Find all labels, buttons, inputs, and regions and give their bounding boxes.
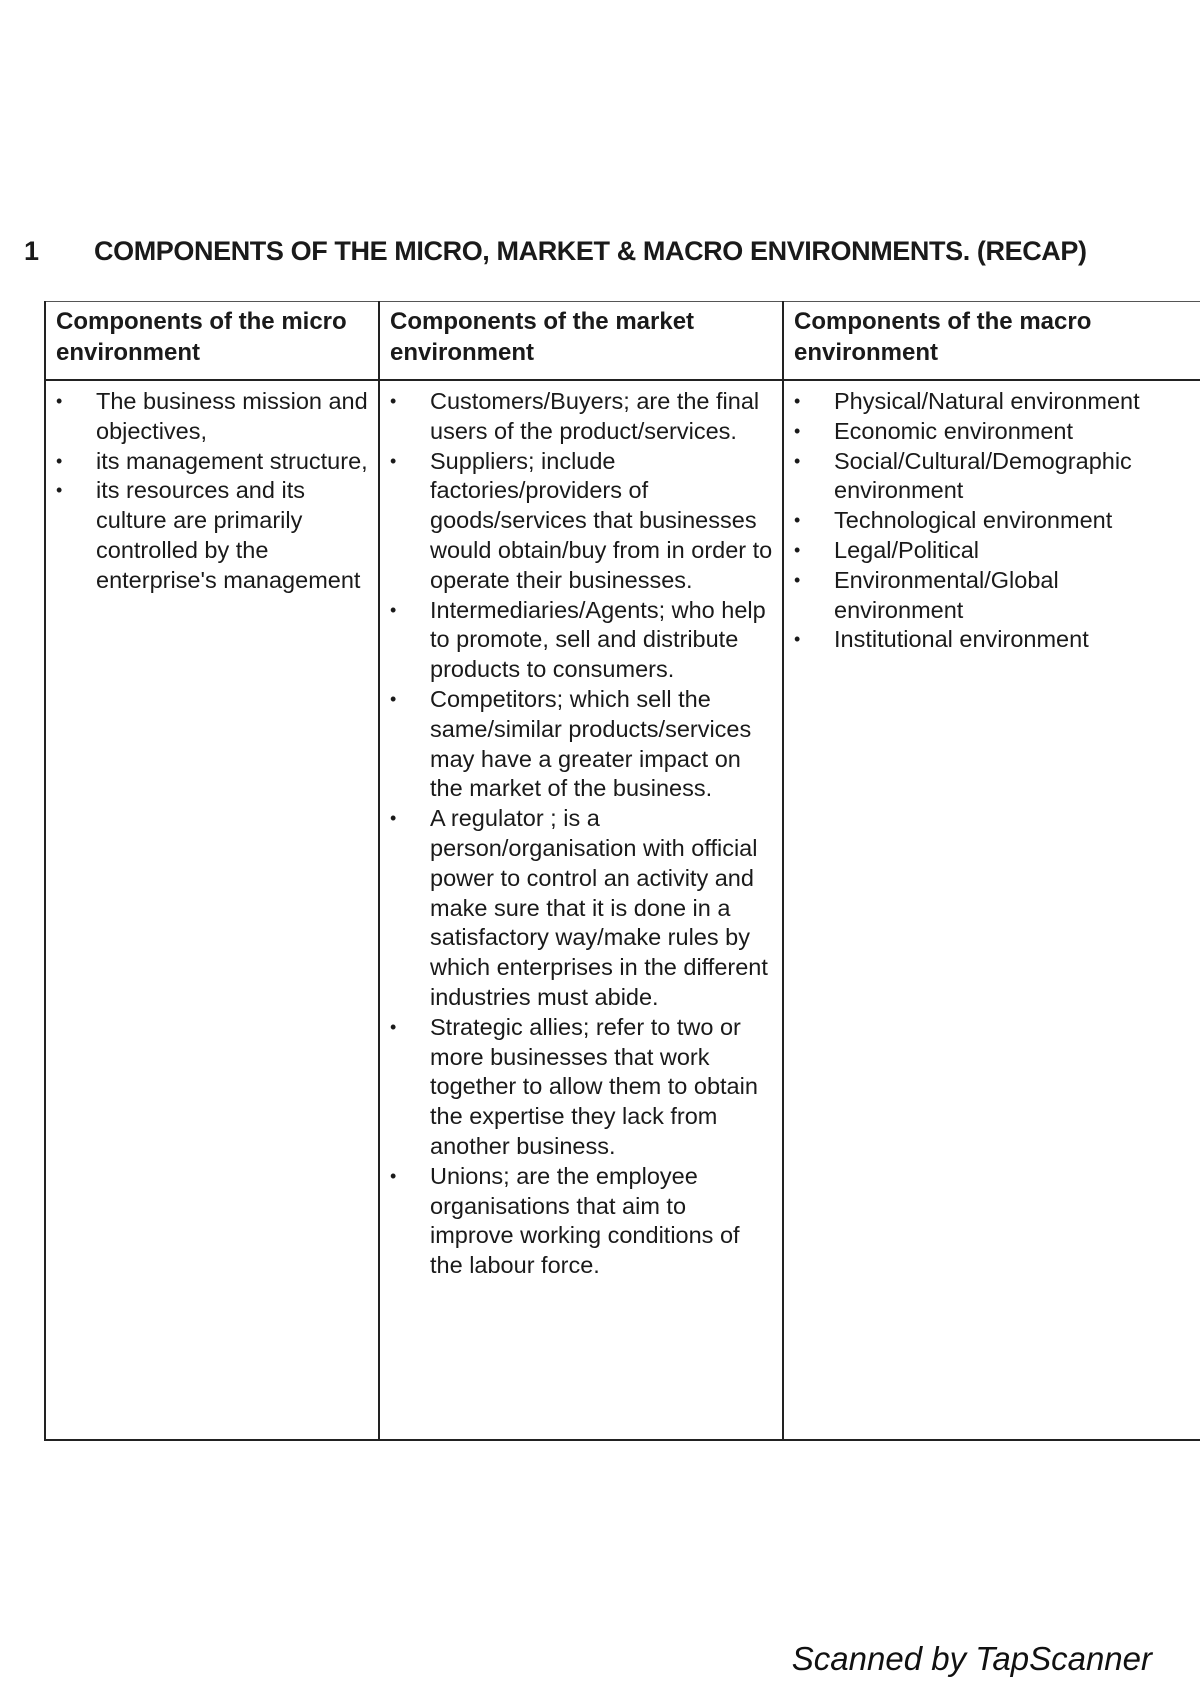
list-item-text: Competitors; which sell the same/similar products/services may have a greater impact on the market of the business. [430, 685, 752, 802]
list-item-text: Social/Cultural/Demographic environment [834, 447, 1132, 504]
list-item-text: Customers/Buyers; are the final users of the product/services. [430, 388, 760, 444]
market-cell [379, 380, 783, 1440]
micro-list [50, 387, 370, 596]
section-heading [24, 236, 1184, 267]
bullet-icon: • [794, 510, 801, 531]
list-item [788, 387, 1193, 417]
bullet-icon: • [390, 391, 397, 411]
bullet-icon: • [390, 688, 397, 709]
list-item [384, 1162, 774, 1281]
bullet-icon: • [56, 391, 63, 411]
list-item [384, 804, 774, 1013]
list-item-text: its resources and its culture are primarily controlled by the enterprise's management [96, 477, 361, 593]
bullet-icon: • [56, 450, 63, 471]
macro-cell [783, 380, 1200, 1440]
list-item [384, 685, 774, 804]
list-item [384, 1013, 774, 1162]
list-item [788, 447, 1193, 507]
list-item-text: Institutional environment [834, 626, 1089, 653]
header-macro: Components of the macro environment [783, 302, 1200, 381]
table-body-row [45, 380, 1200, 1440]
list-item-text: Intermediaries/Agents; who help to promote, sell and distribute products to consumers. [430, 596, 766, 683]
list-item [50, 447, 370, 477]
list-item [788, 536, 1193, 566]
list-item-text: Suppliers; include factories/providers of goods/services that businesses would obtain/buy from in order to operate their businesses. [430, 447, 773, 593]
list-item-text: The business mission and objectives, [96, 388, 368, 444]
bullet-icon: • [390, 1016, 397, 1037]
bullet-icon: • [390, 599, 397, 620]
bullet-icon: • [794, 539, 801, 560]
list-item-text: A regulator ; is a person/organisation with official power to control an activity and make sure that it is done in a satisfactory way/make rules by which enterprises in the different industries must abide. [430, 805, 768, 1010]
list-item-text: Physical/Natural environment [834, 388, 1140, 414]
bullet-icon: • [794, 420, 801, 441]
header-micro: Components of the micro environment [45, 302, 379, 381]
bullet-icon: • [794, 629, 801, 650]
bullet-icon: • [390, 450, 397, 471]
list-item-text: Economic environment [834, 417, 1074, 444]
market-list [384, 387, 774, 1281]
table-header-row [45, 302, 1200, 381]
bullet-icon: • [390, 808, 397, 829]
list-item [788, 625, 1193, 655]
list-item [384, 447, 774, 596]
macro-list [788, 387, 1193, 655]
list-item [50, 387, 370, 447]
list-item-text: Technological environment [834, 507, 1113, 534]
list-item [788, 417, 1193, 447]
list-item-text: Strategic allies; refer to two or more businesses that work together to allow them to obtain the expertise they lack from another business. [430, 1013, 758, 1159]
list-item-text: its management structure, [96, 447, 368, 474]
header-market: Components of the market environment [379, 302, 783, 381]
list-item [384, 596, 774, 685]
micro-cell [45, 380, 379, 1440]
section-title: COMPONENTS OF THE MICRO, MARKET & MACRO ENVIRONMENTS. (RECAP) [94, 236, 1087, 266]
list-item [384, 387, 774, 447]
list-item [50, 476, 370, 595]
bullet-icon: • [794, 450, 801, 471]
list-item-text: Legal/Political [834, 536, 980, 563]
scanner-watermark: Scanned by TapScanner [791, 1640, 1152, 1677]
list-item [788, 566, 1193, 626]
bullet-icon: • [390, 1165, 397, 1186]
list-item-text: Environmental/Global environment [834, 566, 1059, 623]
bullet-icon: • [56, 480, 63, 501]
list-item [788, 506, 1193, 536]
section-number: 1 [24, 236, 39, 266]
environments-table [44, 301, 1200, 1441]
list-item-text: Unions; are the employee organisations that aim to improve working conditions of the labour force. [430, 1162, 740, 1279]
bullet-icon: • [794, 391, 801, 411]
bullet-icon: • [794, 569, 801, 590]
